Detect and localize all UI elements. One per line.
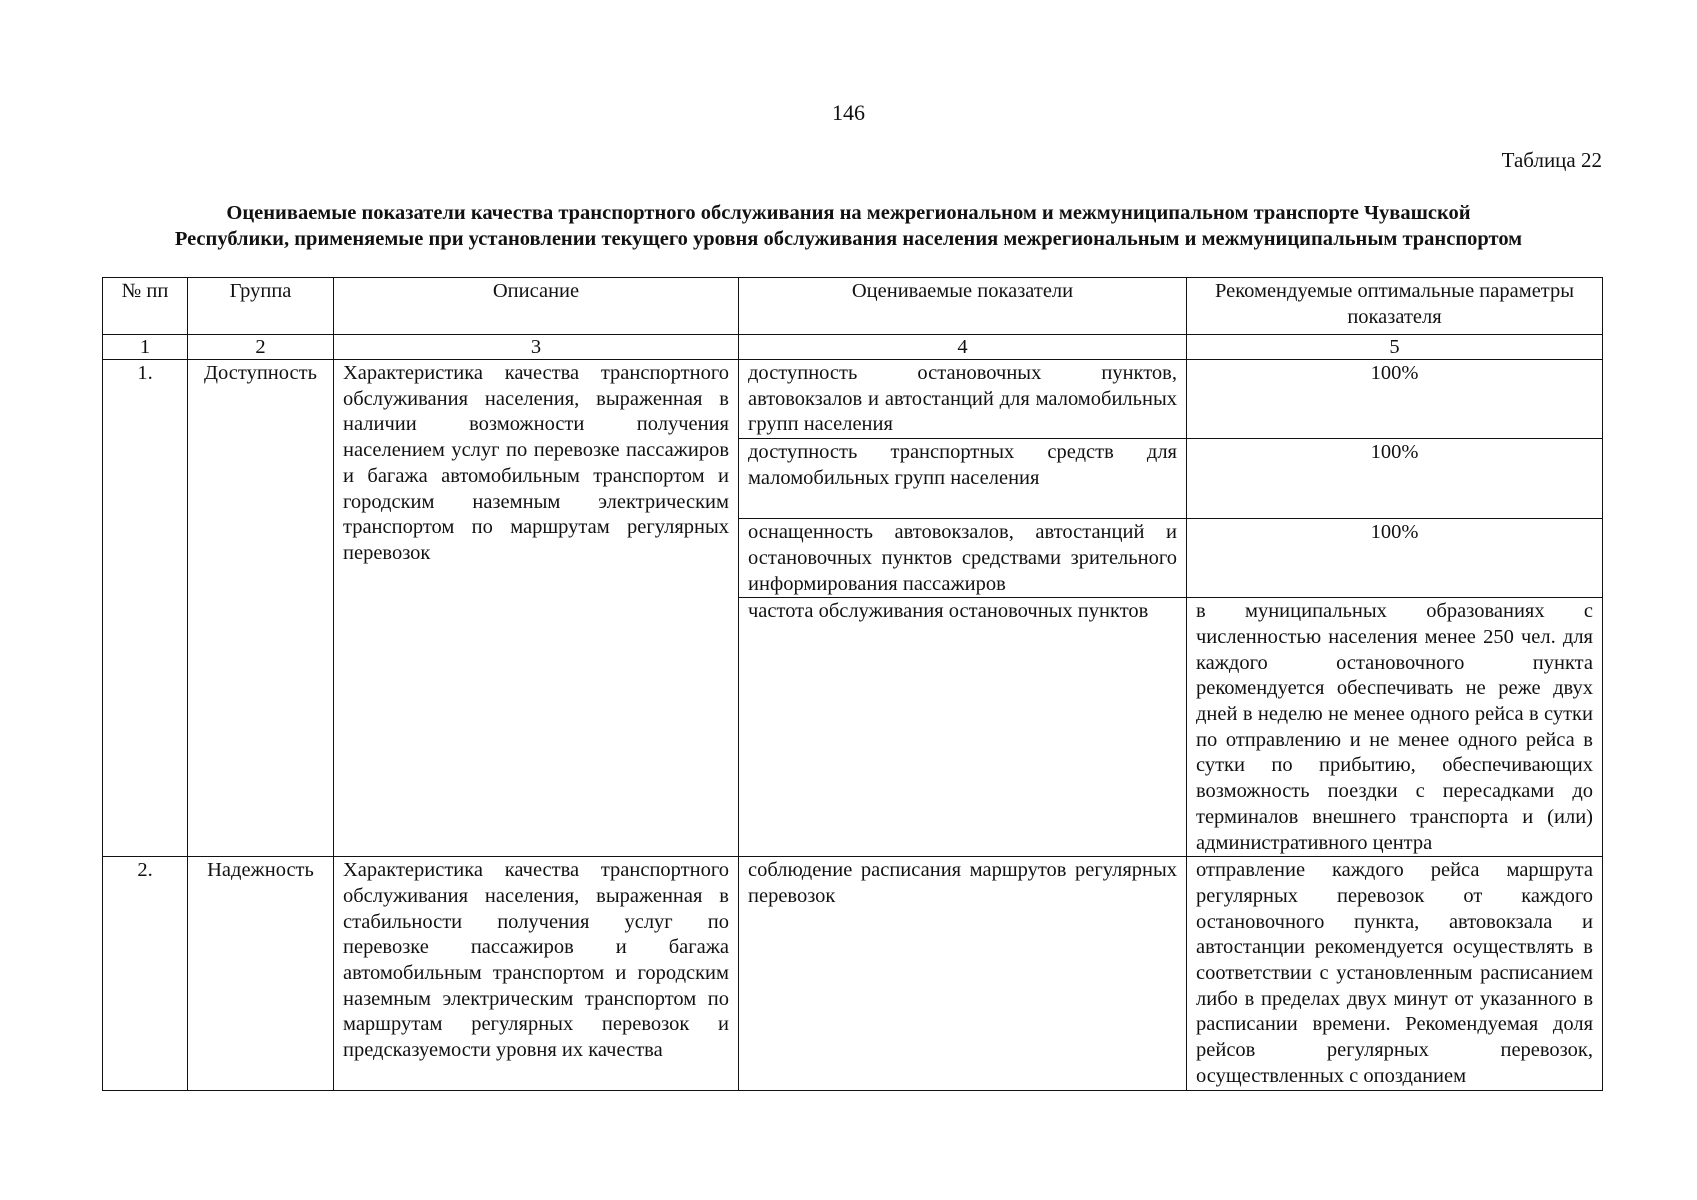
header-group: Группа <box>188 278 334 335</box>
indicator-cell: соблюдение расписания маршрутов регулярных перевозок <box>739 857 1187 1090</box>
indicator-cell: доступность транспортных средств для маломобильных групп населения <box>739 439 1187 519</box>
parameter-cell: в муниципальных образованиях с численностью населения менее 250 чел. для каждого остановочного пункта рекомендуется обеспечивать не реже двух дней в неделю не менее одного рейса в сутки по отправлению и не менее одного рейса в сутки по прибытию, обеспечивающих возможность поездки с пересадками до терминалов внешнего транспорта и (или) административного центра <box>1187 598 1603 857</box>
header-indicators: Оцениваемые показатели <box>739 278 1187 335</box>
table-title-line-1: Оцениваемые показатели качества транспортного обслуживания на межрегиональном и межмуниципальном транспорте Чувашской <box>226 202 1471 224</box>
parameter-cell: отправление каждого рейса маршрута регулярных перевозок от каждого остановочного пункта, автовокзала и автостанции рекомендуется осуществлять в соответствии с установленным расписанием либо в пределах двух минут от указанного в расписании времени. Рекомендуемая доля рейсов регулярных перевозок, осуществленных с опозданием <box>1187 857 1603 1090</box>
table-header-row <box>103 278 1603 335</box>
indicator-cell: частота обслуживания остановочных пунктов <box>739 598 1187 857</box>
column-number-row <box>103 335 1603 360</box>
table-row <box>103 857 1603 1090</box>
row-number: 1. <box>103 360 188 857</box>
column-number: 4 <box>739 335 1187 360</box>
table-title-line-2: Республики, применяемые при установлении текущего уровня обслуживания населения межрегиональным и межмуниципальным транспортом <box>174 228 1523 250</box>
parameter-cell: 100% <box>1187 439 1603 519</box>
header-num: № пп <box>103 278 188 335</box>
page-number: 146 <box>832 100 865 125</box>
indicator-cell: оснащенность автовокзалов, автостанций и остановочных пунктов средствами зрительного информирования пассажиров <box>739 519 1187 598</box>
row-description: Характеристика качества транспортного обслуживания населения, выраженная в стабильности получения услуг по перевозке пассажиров и багажа автомобильным транспортом и городским наземным электрическим транспортом по маршрутам регулярных перевозок и предсказуемости уровня их качества <box>334 857 739 1090</box>
table-label: Таблица 22 <box>1501 148 1602 172</box>
column-number: 3 <box>334 335 739 360</box>
header-parameters: Рекомендуемые оптимальные параметры показателя <box>1187 278 1603 335</box>
parameter-cell: 100% <box>1187 360 1603 439</box>
row-description: Характеристика качества транспортного обслуживания населения, выраженная в наличии возможности получения населением услуг по перевозке пассажиров и багажа автомобильным транспортом и городским наземным электрическим транспортом по маршрутам регулярных перевозок <box>334 360 739 857</box>
row-number: 2. <box>103 857 188 1090</box>
column-number: 2 <box>188 335 334 360</box>
column-number: 5 <box>1187 335 1603 360</box>
column-number: 1 <box>103 335 188 360</box>
header-description: Описание <box>334 278 739 335</box>
table-row <box>103 360 1603 439</box>
indicators-table <box>102 277 1603 1091</box>
row-group: Надежность <box>188 857 334 1090</box>
indicator-cell: доступность остановочных пунктов, автовокзалов и автостанций для маломобильных групп населения <box>739 360 1187 439</box>
row-group: Доступность <box>188 360 334 857</box>
table-title <box>100 200 1597 252</box>
parameter-cell: 100% <box>1187 519 1603 598</box>
